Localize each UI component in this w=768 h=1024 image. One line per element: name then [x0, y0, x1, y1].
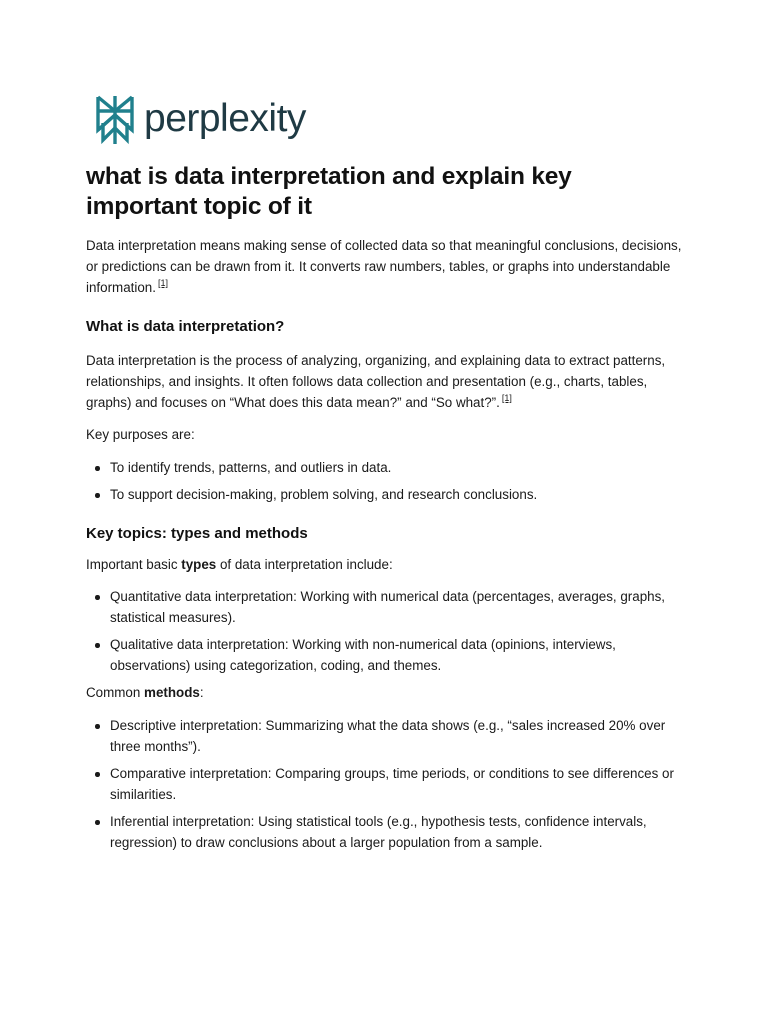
- list-item: Comparative interpretation: Comparing groups, time periods, or conditions to see differences or similarities.: [86, 763, 686, 805]
- definition-paragraph: [86, 350, 686, 413]
- types-intro-bold: types: [181, 557, 217, 572]
- citation-link[interactable]: [1]: [501, 393, 512, 403]
- document-page: [86, 92, 686, 853]
- types-intro: [86, 554, 686, 575]
- types-intro-suffix: of data interpretation include:: [216, 557, 393, 572]
- methods-intro-suffix: :: [199, 685, 204, 700]
- intro-text: Data interpretation means making sense of collected data so that meaningful conclusions, decisions, or predictions can be drawn from it. It converts raw numbers, tables, or graphs into understandable information.: [86, 238, 682, 295]
- methods-intro-prefix: Common: [86, 685, 145, 700]
- brand-name: perplexity: [144, 96, 306, 140]
- intro-paragraph: [86, 235, 686, 298]
- types-intro-prefix: Important basic: [86, 557, 182, 572]
- perplexity-logo-icon: [94, 94, 136, 146]
- types-list: [86, 586, 686, 676]
- section-heading-what: What is data interpretation?: [86, 318, 285, 335]
- definition-text: Data interpretation is the process of analyzing, organizing, and explaining data to extract patterns, relationships, and insights. It often follows data collection and presentation (e.g., charts, tables, graphs) and focuses on “What does this data mean?” and “So what?”.: [86, 353, 666, 410]
- list-item: Qualitative data interpretation: Working with non-numerical data (opinions, interviews, observations) using categorization, coding, and themes.: [86, 634, 686, 676]
- methods-intro: [86, 682, 686, 703]
- methods-list: [86, 715, 686, 853]
- purposes-list: [86, 457, 686, 505]
- list-item: Inferential interpretation: Using statistical tools (e.g., hypothesis tests, confidence intervals, regression) to draw conclusions about a larger population from a sample.: [86, 811, 686, 853]
- citation-link[interactable]: [1]: [157, 278, 168, 288]
- list-item: To identify trends, patterns, and outliers in data.: [86, 457, 686, 478]
- section-heading-key-topics: Key topics: types and methods: [86, 525, 308, 542]
- list-item: Quantitative data interpretation: Working with numerical data (percentages, averages, graphs, statistical measures).: [86, 586, 686, 628]
- page-title: what is data interpretation and explain key important topic of it: [86, 163, 572, 220]
- list-item: Descriptive interpretation: Summarizing what the data shows (e.g., “sales increased 20% over three months”).: [86, 715, 686, 757]
- list-item: To support decision-making, problem solving, and research conclusions.: [86, 484, 686, 505]
- purposes-label: Key purposes are:: [86, 427, 195, 442]
- perplexity-logo: [94, 92, 686, 148]
- methods-intro-bold: methods: [144, 685, 200, 700]
